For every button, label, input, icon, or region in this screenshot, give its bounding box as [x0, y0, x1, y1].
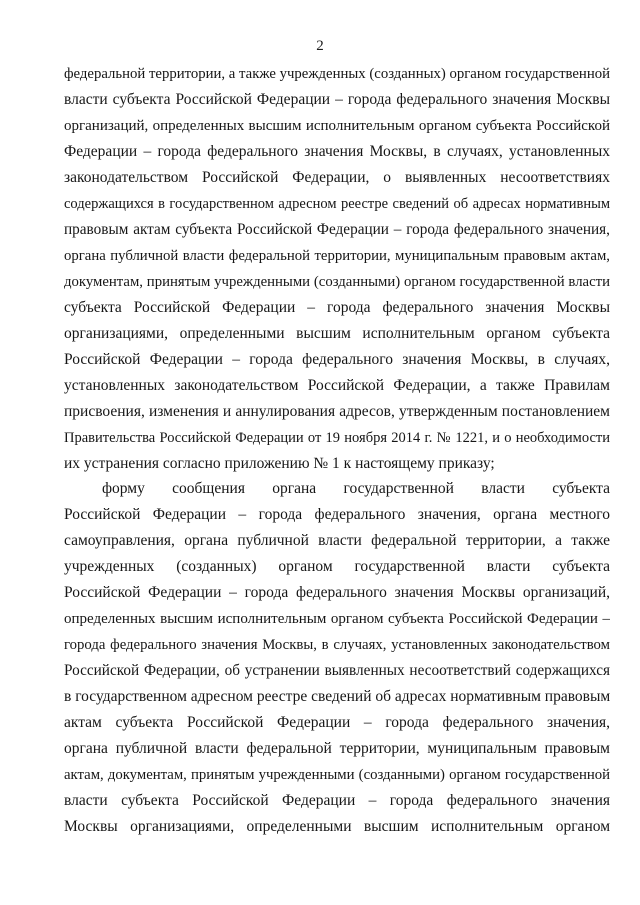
text-line: законодательством Российской Федерации, о выявленных несоответствиях: [64, 169, 610, 186]
text-line: власти субъекта Российской Федерации – города федерального значения: [64, 792, 610, 809]
text-line: их устранения согласно приложению № 1 к настоящему приказу;: [64, 455, 495, 472]
text-line: самоуправления, органа публичной власти федеральной территории, а также: [64, 532, 610, 549]
text-line: установленных законодательством Российской Федерации, а также Правилам: [64, 377, 610, 394]
text-line: актам, документам, принятым учрежденными (созданными) органом государственной: [64, 767, 610, 783]
text-line: определенных высшим исполнительным органом субъекта Российской Федерации –: [64, 611, 610, 627]
text-line: присвоения, изменения и аннулирования адресов, утвержденным постановлением: [64, 403, 610, 420]
text-line: документам, принятым учрежденными (созданными) органом государственной власти: [64, 274, 610, 290]
paragraph-2: [64, 476, 610, 840]
text-line: в государственном адресном реестре сведений об адресах нормативным правовым: [64, 688, 610, 705]
text-line: власти субъекта Российской Федерации – города федерального значения Москвы: [64, 91, 610, 108]
text-line: Правительства Российской Федерации от 19 ноября 2014 г. № 1221, и о необходимости: [64, 430, 610, 446]
text-line: актам субъекта Российской Федерации – города федерального значения,: [64, 714, 610, 731]
text-line: правовым актам субъекта Российской Федерации – города федерального значения,: [64, 221, 610, 238]
text-line: организаций, определенных высшим исполнительным органом субъекта Российской: [64, 118, 610, 134]
text-line: Российской Федерации – города федерального значения Москвы, в случаях,: [64, 351, 610, 368]
text-line: Федерации – города федерального значения Москвы, в случаях, установленных: [64, 143, 610, 160]
text-line: Москвы организациями, определенными высшим исполнительным органом: [64, 818, 610, 835]
text-line: форму сообщения органа государственной власти субъекта: [102, 480, 610, 497]
text-line: Российской Федерации, об устранении выявленных несоответствий содержащихся: [64, 662, 610, 679]
text-line: Российской Федерации – города федерального значения Москвы организаций,: [64, 584, 610, 601]
text-line: федеральной территории, а также учрежденных (созданных) органом государственной: [64, 66, 610, 82]
page-number: 2: [316, 38, 324, 54]
text-line: города федерального значения Москвы, в случаях, установленных законодательством: [64, 637, 610, 653]
text-line: субъекта Российской Федерации – города федерального значения Москвы: [64, 299, 610, 316]
text-line: содержащихся в государственном адресном реестре сведений об адресах нормативным: [64, 196, 610, 212]
text-line: организациями, определенными высшим исполнительным органом субъекта: [64, 325, 610, 342]
paragraph-1: [64, 61, 610, 477]
text-line: органа публичной власти федеральной территории, муниципальным правовым актам,: [64, 248, 610, 264]
text-line: Российской Федерации – города федерального значения, органа местного: [64, 506, 610, 523]
text-line: учрежденных (созданных) органом государственной власти субъекта: [64, 558, 610, 575]
text-line: органа публичной власти федеральной территории, муниципальным правовым: [64, 740, 610, 757]
